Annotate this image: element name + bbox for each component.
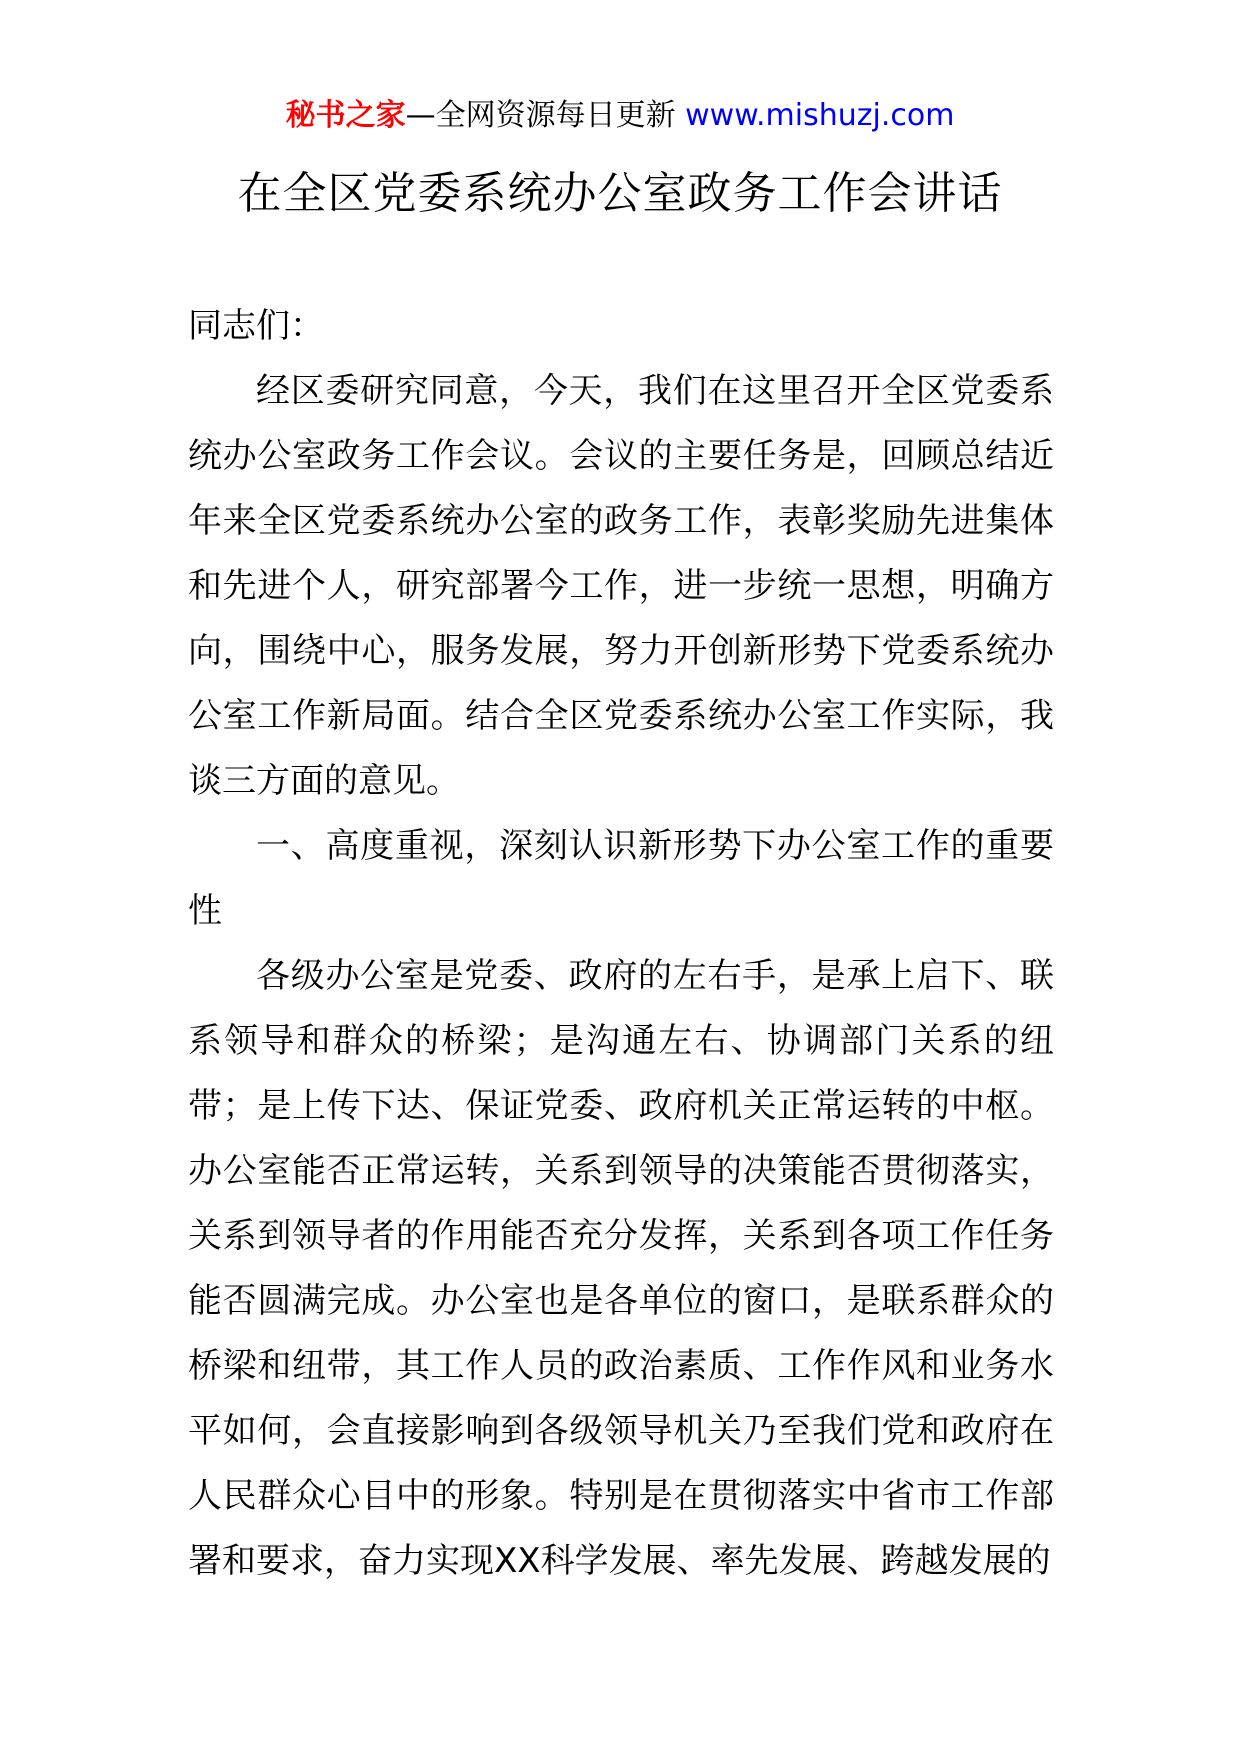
document-body (188, 294, 1054, 1594)
site-tagline: —全网资源每日更新 (405, 98, 676, 133)
paragraph: 各级办公室是党委、政府的左右手，是承上启下、联系领导和群众的桥梁；是沟通左右、协调部门关系的纽带；是上传下达、保证党委、政府机关正常运转的中枢。办公室能否正常运转，关系到领导的决策能否贯彻落实，关系到领导者的作用能否充分发挥，关系到各项工作任务能否圆满完成。办公室也是各单位的窗口，是联系群众的桥梁和纽带，其工作人员的政治素质、工作作风和业务水平如何，会直接影响到各级领导机关乃至我们党和政府在人民群众心目中的形象。特别是在贯彻落实中省市工作部署和要求，奋力实现XX科学发展、率先发展、跨越发展的 (188, 956, 1054, 1581)
paragraph: 经区委研究同意，今天，我们在这里召开全区党委系统办公室政务工作会议。会议的主要任务是，回顾总结近年来全区党委系统办公室的政务工作，表彰奖励先进集体和先进个人，研究部署今工作，进一步统一思想，明确方向，围绕中心，服务发展，努力开创新形势下党委系统办公室工作新局面。结合全区党委系统办公室工作实际，我谈三方面的意见。 (188, 371, 1054, 801)
document-title: 在全区党委系统办公室政务工作会讲话 (237, 168, 1003, 219)
section-heading: 一、高度重视，深刻认识新形势下办公室工作的重要性 (188, 826, 1054, 931)
site-name: 秘书之家 (285, 98, 406, 133)
salutation: 同志们： (188, 306, 324, 346)
site-url-link[interactable]: www.mishuzj.com (685, 98, 955, 133)
site-header (0, 96, 1240, 136)
